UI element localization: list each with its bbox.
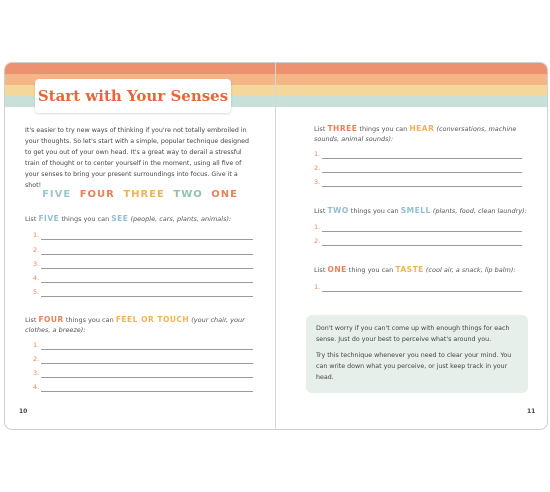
feel-line-number: 2. xyxy=(33,355,40,363)
feel-line-1[interactable] xyxy=(33,341,253,351)
smell-examples: (plants, food, clean laundry): xyxy=(430,207,527,215)
hear-examples: (conversations, machine sounds, animal sounds): xyxy=(314,125,517,143)
see-line-3[interactable] xyxy=(33,260,253,270)
countdown-two: TWO xyxy=(173,189,203,200)
see-prompt-mid: things you can xyxy=(59,215,112,223)
hear-sense: HEAR xyxy=(409,124,435,133)
smell-line-2[interactable] xyxy=(314,237,522,247)
hear-line-number: 1. xyxy=(314,150,321,158)
feel-count: FOUR xyxy=(38,315,64,324)
feel-line-number: 4. xyxy=(33,383,40,391)
see-count: FIVE xyxy=(38,214,60,223)
intro-paragraph: It's easier to try new ways of thinking if you're not totally embroiled in your thoughts. So let's start with a simple, popular technique designed to get you out of your own head. It's a great way to derail a stressful train of thought or to center yourself in the moment, using all five of your senses to bring your present surroundings into focus. Give it a shot! xyxy=(25,127,250,189)
page-title: Start with Your Senses xyxy=(37,87,229,105)
taste-prompt xyxy=(314,265,528,275)
smell-prompt-mid: things you can xyxy=(348,207,401,215)
taste-prompt-pre: List xyxy=(314,266,328,274)
smell-prompt-pre: List xyxy=(314,207,328,215)
smell-count: TWO xyxy=(327,206,349,215)
feel-line-number: 3. xyxy=(33,369,40,377)
tip-note-paragraph-2: Try this technique whenever you need to clear your mind. You can write down what you perceive, or just keep track in your head. xyxy=(316,352,512,381)
hear-count: THREE xyxy=(327,124,358,133)
see-line-4[interactable] xyxy=(33,274,253,284)
taste-examples: (cool air, a snack, lip balm): xyxy=(423,266,516,274)
hear-line-2[interactable] xyxy=(314,164,522,174)
smell-line-1[interactable] xyxy=(314,223,522,233)
feel-line-number: 1. xyxy=(33,341,40,349)
taste-line-number: 1. xyxy=(314,283,321,291)
smell-line-number: 1. xyxy=(314,223,321,231)
header-stripe-coral xyxy=(5,63,547,74)
hear-line-number: 2. xyxy=(314,164,321,172)
countdown-five: FIVE xyxy=(42,189,72,200)
see-examples: (people, cars, plants, animals): xyxy=(128,215,232,223)
book-spine xyxy=(275,63,276,429)
hear-line-3[interactable] xyxy=(314,178,522,188)
taste-line-1[interactable] xyxy=(314,283,522,293)
taste-sense: TASTE xyxy=(395,265,424,274)
see-sense: SEE xyxy=(111,214,129,223)
hear-line-1[interactable] xyxy=(314,150,522,160)
see-line-number: 3. xyxy=(33,260,40,268)
hear-prompt xyxy=(314,124,528,144)
smell-sense: SMELL xyxy=(400,206,431,215)
feel-prompt-mid: things you can xyxy=(63,316,116,324)
smell-prompt xyxy=(314,206,528,216)
feel-line-3[interactable] xyxy=(33,369,253,379)
feel-line-4[interactable] xyxy=(33,383,253,393)
see-line-number: 4. xyxy=(33,274,40,282)
hear-prompt-mid: things you can xyxy=(357,125,410,133)
see-line-number: 1. xyxy=(33,231,40,239)
page-number-left: 10 xyxy=(19,408,28,415)
see-line-5[interactable] xyxy=(33,288,253,298)
countdown-four: FOUR xyxy=(79,189,115,200)
see-line-1[interactable] xyxy=(33,231,253,241)
open-book-spread xyxy=(4,62,548,430)
taste-count: ONE xyxy=(327,265,347,274)
countdown-one: ONE xyxy=(211,189,238,200)
page-number-right: 11 xyxy=(527,408,536,415)
see-prompt-pre: List xyxy=(25,215,39,223)
see-line-number: 2. xyxy=(33,246,40,254)
title-banner xyxy=(35,79,231,113)
see-line-2[interactable] xyxy=(33,246,253,256)
feel-sense: FEEL OR TOUCH xyxy=(115,315,190,324)
hear-prompt-pre: List xyxy=(314,125,328,133)
feel-line-2[interactable] xyxy=(33,355,253,365)
hear-line-number: 3. xyxy=(314,178,321,186)
feel-examples: (your chair, your clothes, a breeze): xyxy=(25,316,245,334)
countdown-three: THREE xyxy=(123,189,165,200)
feel-prompt-pre: List xyxy=(25,316,39,324)
taste-prompt-mid: thing you can xyxy=(346,266,396,274)
see-line-number: 5. xyxy=(33,288,40,296)
tip-note-paragraph-1: Don't worry if you can't come up with enough things for each sense. Just do your best to perceive what's around you. xyxy=(316,325,510,343)
tip-note-box xyxy=(306,315,528,393)
smell-line-number: 2. xyxy=(314,237,321,245)
sense-countdown xyxy=(25,189,255,200)
feel-prompt xyxy=(25,315,250,335)
see-prompt xyxy=(25,214,255,224)
